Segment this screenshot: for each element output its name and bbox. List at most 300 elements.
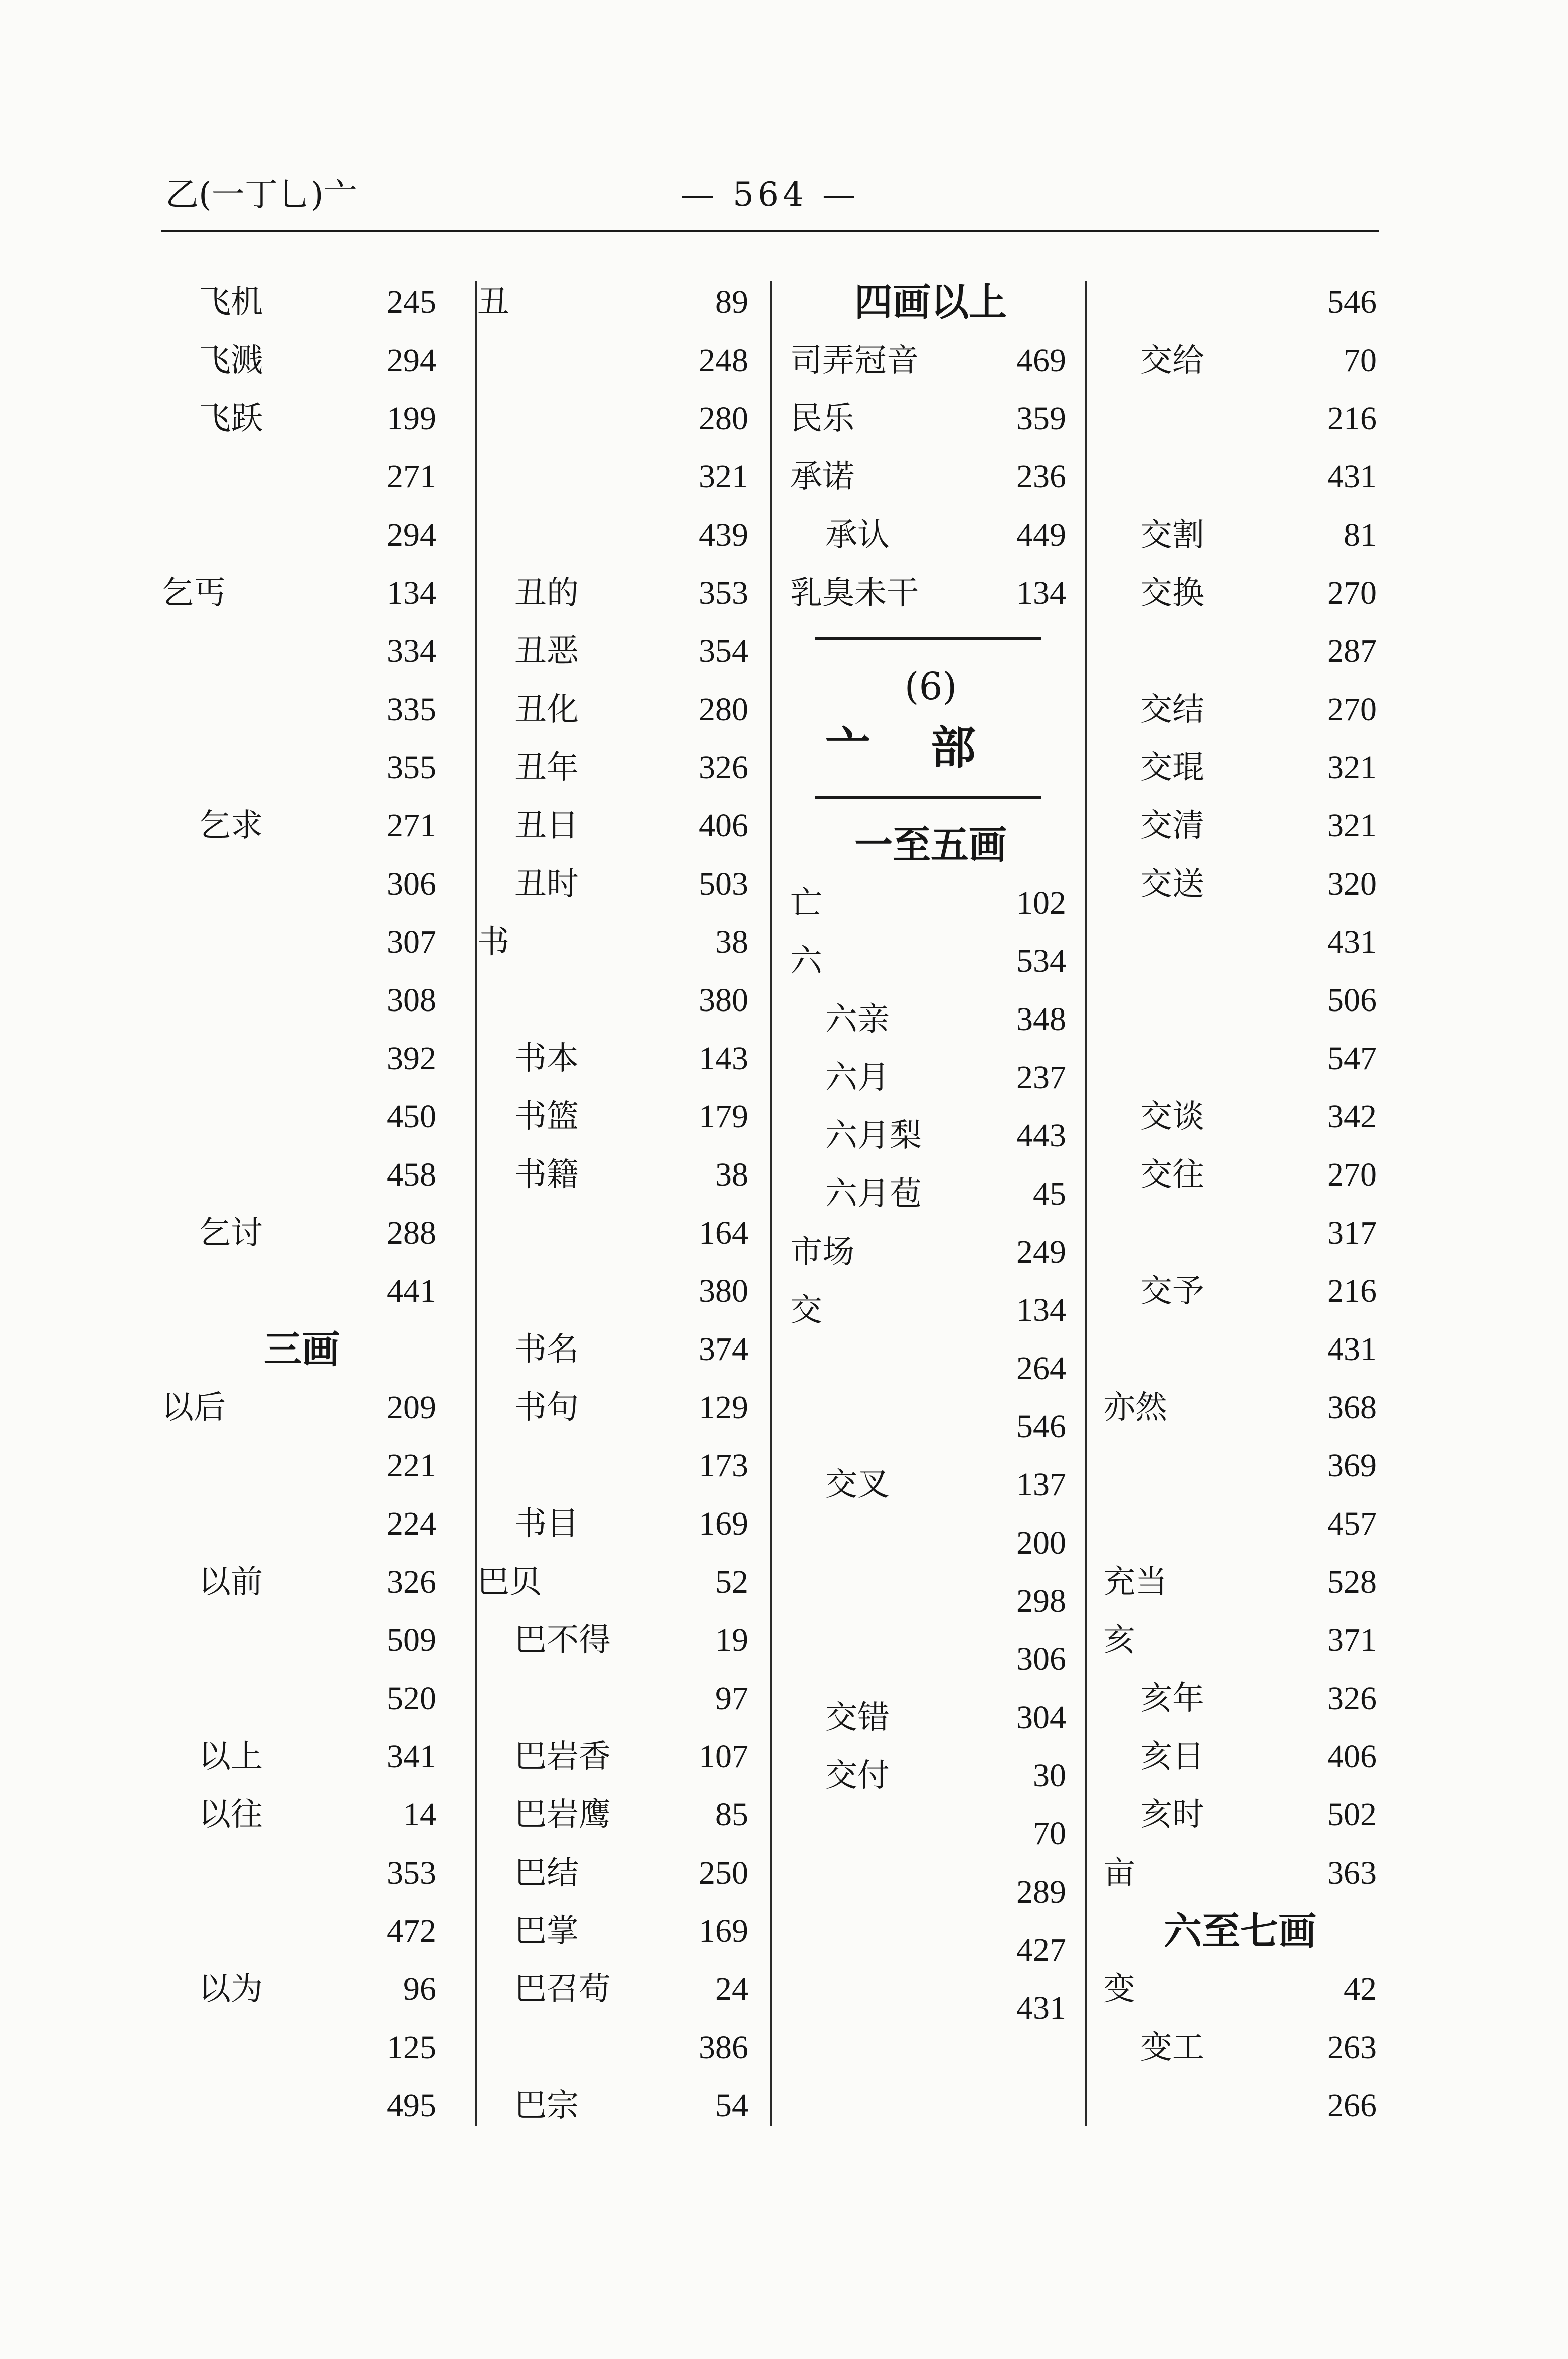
entry-page-number: 306 <box>387 866 436 902</box>
entry-page-number: 134 <box>387 575 436 611</box>
index-entry <box>161 273 442 331</box>
entry-term: 乳臭未干 <box>790 575 919 612</box>
entry-page-number: 199 <box>387 400 436 437</box>
entry-term: 亥时 <box>1140 1796 1204 1833</box>
index-entry <box>1103 1611 1377 1669</box>
index-entry <box>477 797 748 855</box>
entry-page-number: 250 <box>699 1855 748 1891</box>
index-entry <box>477 1786 748 1844</box>
index-entry <box>1103 506 1377 564</box>
index-entry <box>477 2077 748 2135</box>
index-entry <box>161 506 442 564</box>
index-entry <box>790 1921 1071 1979</box>
index-entry <box>790 1979 1071 2038</box>
index-entry <box>477 1553 748 1611</box>
entry-term: 巴岩鹰 <box>514 1796 611 1833</box>
entry-page-number: 143 <box>699 1040 748 1077</box>
index-entry <box>1103 1437 1377 1495</box>
index-entry <box>1103 739 1377 797</box>
entry-page-number: 245 <box>387 284 436 320</box>
entry-term: 承诺 <box>790 458 854 495</box>
entry-page-number: 216 <box>1327 400 1377 437</box>
index-entry <box>790 1689 1071 1747</box>
entry-page-number: 102 <box>1016 885 1066 921</box>
index-entry <box>161 913 442 971</box>
index-entry <box>477 1902 748 1960</box>
index-entry <box>1103 1553 1377 1611</box>
entry-page-number: 334 <box>387 633 436 669</box>
index-entry <box>161 1669 442 1728</box>
column-divider <box>1085 281 1087 2126</box>
entry-page-number: 137 <box>1016 1466 1066 1503</box>
header-radicals: 乙(一丁乚)亠 <box>165 175 357 214</box>
entry-term: 飞机 <box>199 284 263 321</box>
index-entry <box>477 1030 748 1088</box>
entry-page-number: 502 <box>1327 1796 1377 1833</box>
radical-number: (6) <box>904 665 957 708</box>
index-entry <box>1103 1786 1377 1844</box>
entry-term: 交叉 <box>825 1466 890 1503</box>
entry-term: 巴结 <box>514 1855 579 1892</box>
entry-page-number: 298 <box>1016 1583 1066 1619</box>
index-entry <box>790 1863 1071 1921</box>
entry-page-number: 509 <box>387 1622 436 1658</box>
entry-page-number: 348 <box>1016 1001 1066 1038</box>
entry-page-number: 431 <box>1327 458 1377 495</box>
entry-term: 亥日 <box>1140 1738 1204 1775</box>
entry-page-number: 85 <box>715 1796 748 1833</box>
index-entry <box>161 1553 442 1611</box>
index-entry <box>790 1049 1071 1107</box>
index-entry <box>161 739 442 797</box>
entry-term: 交 <box>790 1292 822 1329</box>
entry-term: 亡 <box>790 885 822 922</box>
entry-term: 交清 <box>1140 807 1204 845</box>
entry-page-number: 306 <box>1016 1641 1066 1677</box>
entry-page-number: 506 <box>1327 982 1377 1019</box>
index-entry <box>790 990 1071 1049</box>
entry-term: 充当 <box>1103 1564 1167 1601</box>
entry-term: 承认 <box>825 517 890 554</box>
entry-page-number: 321 <box>1327 749 1377 786</box>
entry-page-number: 353 <box>699 575 748 611</box>
entry-term: 书句 <box>514 1389 579 1426</box>
entry-page-number: 386 <box>699 2029 748 2066</box>
entry-term: 丑 <box>477 284 509 321</box>
index-entry <box>161 1960 442 2018</box>
entry-page-number: 221 <box>387 1447 436 1484</box>
index-entry <box>1103 1960 1377 2018</box>
entry-page-number: 271 <box>387 458 436 495</box>
entry-page-number: 469 <box>1016 342 1066 379</box>
entry-page-number: 179 <box>699 1098 748 1135</box>
index-entry <box>790 564 1071 622</box>
index-entry <box>477 1379 748 1437</box>
entry-page-number: 457 <box>1327 1505 1377 1542</box>
entry-page-number: 431 <box>1327 1331 1377 1368</box>
entry-page-number: 449 <box>1016 517 1066 553</box>
index-entry <box>161 681 442 739</box>
entry-term: 亥年 <box>1140 1680 1204 1717</box>
entry-page-number: 369 <box>1327 1447 1377 1484</box>
index-entry <box>161 2018 442 2077</box>
entry-term: 以为 <box>199 1971 263 2008</box>
entry-page-number: 216 <box>1327 1273 1377 1309</box>
index-entry <box>1103 390 1377 448</box>
entry-page-number: 431 <box>1327 924 1377 960</box>
entry-page-number: 70 <box>1344 342 1377 379</box>
entry-term: 飞跃 <box>199 400 263 437</box>
entry-page-number: 173 <box>699 1447 748 1484</box>
entry-page-number: 19 <box>715 1622 748 1658</box>
index-entry <box>1103 564 1377 622</box>
index-entry <box>477 564 748 622</box>
entry-page-number: 81 <box>1344 517 1377 553</box>
entry-term: 交谈 <box>1140 1098 1204 1135</box>
index-entry <box>161 448 442 506</box>
entry-term: 书名 <box>514 1331 579 1368</box>
index-entry <box>477 506 748 564</box>
index-entry <box>161 564 442 622</box>
entry-term: 巴掌 <box>514 1913 579 1950</box>
index-entry <box>477 681 748 739</box>
entry-term: 六月 <box>825 1059 890 1096</box>
index-entry <box>1103 1728 1377 1786</box>
index-entry <box>1103 2018 1377 2077</box>
index-entry <box>1103 1088 1377 1146</box>
entry-term: 交送 <box>1140 866 1204 903</box>
entry-page-number: 224 <box>387 1505 436 1542</box>
entry-page-number: 164 <box>699 1215 748 1251</box>
index-entry <box>790 1805 1071 1863</box>
index-entry <box>477 1495 748 1553</box>
entry-page-number: 431 <box>1016 1990 1066 2027</box>
entry-page-number: 547 <box>1327 1040 1377 1077</box>
index-entry <box>161 797 442 855</box>
entry-page-number: 271 <box>387 807 436 844</box>
section-rule <box>815 637 1041 640</box>
entry-page-number: 97 <box>715 1680 748 1717</box>
entry-term: 交给 <box>1140 342 1204 379</box>
entry-term: 丑年 <box>514 749 579 786</box>
index-entry <box>161 1146 442 1204</box>
stroke-count-heading: 四画以上 <box>854 280 1007 324</box>
index-entry <box>1103 1379 1377 1437</box>
entry-term: 乞讨 <box>199 1215 263 1252</box>
index-entry <box>477 273 748 331</box>
index-entry <box>161 622 442 681</box>
entry-page-number: 288 <box>387 1215 436 1251</box>
index-entry <box>1103 273 1377 331</box>
entry-page-number: 441 <box>387 1273 436 1309</box>
index-entry <box>161 331 442 390</box>
index-entry <box>790 874 1071 932</box>
entry-term: 巴宗 <box>514 2087 579 2124</box>
entry-page-number: 169 <box>699 1913 748 1949</box>
entry-term: 丑恶 <box>514 633 579 670</box>
entry-page-number: 534 <box>1016 943 1066 979</box>
entry-page-number: 320 <box>1327 866 1377 902</box>
index-entry <box>477 1960 748 2018</box>
entry-page-number: 321 <box>1327 807 1377 844</box>
entry-page-number: 321 <box>699 458 748 495</box>
entry-term: 亦然 <box>1103 1389 1167 1426</box>
entry-term: 市场 <box>790 1234 854 1271</box>
index-entry <box>161 855 442 913</box>
entry-term: 丑的 <box>514 575 579 612</box>
index-entry <box>161 1088 442 1146</box>
index-entry <box>790 1456 1071 1514</box>
entry-term: 六月苞 <box>825 1175 922 1213</box>
entry-page-number: 304 <box>1016 1699 1066 1736</box>
index-entry <box>790 1747 1071 1805</box>
index-entry <box>1103 1495 1377 1553</box>
index-entry <box>477 913 748 971</box>
entry-page-number: 96 <box>403 1971 436 2007</box>
entry-term: 交往 <box>1140 1156 1204 1194</box>
entry-page-number: 546 <box>1327 284 1377 320</box>
entry-term: 书籍 <box>514 1156 579 1194</box>
index-entry <box>477 1437 748 1495</box>
entry-page-number: 54 <box>715 2087 748 2124</box>
entry-page-number: 495 <box>387 2087 436 2124</box>
index-entry <box>1103 797 1377 855</box>
index-entry <box>1103 1844 1377 1902</box>
index-entry <box>790 1165 1071 1223</box>
entry-page-number: 326 <box>387 1564 436 1600</box>
index-entry <box>790 390 1071 448</box>
index-entry <box>477 2018 748 2077</box>
entry-page-number: 24 <box>715 1971 748 2007</box>
index-entry <box>161 1495 442 1553</box>
index-entry <box>1103 622 1377 681</box>
entry-term: 交错 <box>825 1699 890 1736</box>
entry-page-number: 520 <box>387 1680 436 1717</box>
index-entry <box>477 622 748 681</box>
index-entry <box>1103 913 1377 971</box>
entry-page-number: 326 <box>699 749 748 786</box>
entry-page-number: 363 <box>1327 1855 1377 1891</box>
entry-page-number: 264 <box>1016 1350 1066 1387</box>
entry-term: 乞丐 <box>161 575 226 612</box>
index-entry <box>477 1611 748 1669</box>
entry-page-number: 354 <box>699 633 748 669</box>
entry-page-number: 342 <box>1327 1098 1377 1135</box>
index-entry <box>477 739 748 797</box>
entry-page-number: 200 <box>1016 1525 1066 1561</box>
stroke-count-heading: 一至五画 <box>854 822 1007 867</box>
entry-page-number: 307 <box>387 924 436 960</box>
entry-page-number: 317 <box>1327 1215 1377 1251</box>
index-entry <box>161 390 442 448</box>
entry-page-number: 266 <box>1327 2087 1377 2124</box>
entry-term: 乞求 <box>199 807 263 845</box>
entry-term: 交琨 <box>1140 749 1204 786</box>
index-entry <box>1103 1262 1377 1320</box>
entry-page-number: 129 <box>699 1389 748 1426</box>
entry-page-number: 209 <box>387 1389 436 1426</box>
entry-term: 交结 <box>1140 691 1204 728</box>
entry-page-number: 308 <box>387 982 436 1019</box>
entry-page-number: 289 <box>1016 1874 1066 1910</box>
index-entry <box>477 331 748 390</box>
index-entry <box>790 331 1071 390</box>
entry-term: 以后 <box>161 1389 226 1426</box>
index-entry <box>161 1262 442 1320</box>
entry-page-number: 368 <box>1327 1389 1377 1426</box>
entry-page-number: 371 <box>1327 1622 1377 1658</box>
index-entry <box>790 506 1071 564</box>
entry-page-number: 125 <box>387 2029 436 2066</box>
entry-term: 巴不得 <box>514 1622 611 1659</box>
entry-page-number: 439 <box>699 517 748 553</box>
index-entry <box>1103 448 1377 506</box>
index-entry <box>1103 1146 1377 1204</box>
entry-page-number: 38 <box>715 924 748 960</box>
entry-term: 以前 <box>199 1564 263 1601</box>
entry-term: 司弄冠音 <box>790 342 919 379</box>
index-entry <box>161 1379 442 1437</box>
entry-page-number: 374 <box>699 1331 748 1368</box>
index-entry <box>790 1398 1071 1456</box>
index-entry <box>161 971 442 1030</box>
index-entry <box>161 1030 442 1088</box>
entry-page-number: 335 <box>387 691 436 728</box>
entry-term: 六月梨 <box>825 1117 922 1154</box>
index-entry <box>161 1844 442 1902</box>
entry-page-number: 270 <box>1327 691 1377 728</box>
entry-page-number: 406 <box>1327 1738 1377 1775</box>
entry-page-number: 236 <box>1016 458 1066 495</box>
entry-term: 民乐 <box>790 400 854 437</box>
entry-page-number: 134 <box>1016 575 1066 611</box>
index-entry <box>477 971 748 1030</box>
index-entry <box>477 1262 748 1320</box>
entry-page-number: 341 <box>387 1738 436 1775</box>
index-entry <box>161 1902 442 1960</box>
entry-term: 丑时 <box>514 866 579 903</box>
entry-page-number: 294 <box>387 342 436 379</box>
radical-heading: 亠部 <box>825 722 1036 774</box>
index-entry <box>790 1223 1071 1281</box>
entry-page-number: 380 <box>699 982 748 1019</box>
index-entry <box>161 1204 442 1262</box>
entry-page-number: 472 <box>387 1913 436 1949</box>
entry-page-number: 249 <box>1016 1234 1066 1270</box>
index-entry <box>477 1204 748 1262</box>
entry-page-number: 237 <box>1016 1059 1066 1096</box>
entry-page-number: 392 <box>387 1040 436 1077</box>
index-entry <box>790 1107 1071 1165</box>
entry-term: 交割 <box>1140 517 1204 554</box>
entry-term: 书篮 <box>514 1098 579 1135</box>
header-rule <box>161 230 1379 232</box>
index-entry <box>790 932 1071 990</box>
page-number: — 564 — <box>681 175 859 214</box>
stroke-count-heading: 三画 <box>264 1327 340 1372</box>
entry-term: 以上 <box>199 1738 263 1775</box>
entry-page-number: 45 <box>1033 1175 1066 1212</box>
entry-page-number: 30 <box>1033 1757 1066 1794</box>
entry-page-number: 248 <box>699 342 748 379</box>
entry-page-number: 294 <box>387 517 436 553</box>
entry-page-number: 89 <box>715 284 748 320</box>
entry-term: 六亲 <box>825 1001 890 1038</box>
entry-page-number: 280 <box>699 400 748 437</box>
entry-term: 交付 <box>825 1757 890 1794</box>
index-entry <box>477 1728 748 1786</box>
index-entry <box>790 1281 1071 1339</box>
entry-page-number: 287 <box>1327 633 1377 669</box>
index-entry <box>1103 1320 1377 1379</box>
stroke-count-heading: 六至七画 <box>1164 1909 1316 1953</box>
entry-term: 飞溅 <box>199 342 263 379</box>
index-entry <box>161 1611 442 1669</box>
index-entry <box>477 1844 748 1902</box>
index-entry <box>161 1437 442 1495</box>
index-entry <box>790 1514 1071 1572</box>
index-entry <box>161 1728 442 1786</box>
entry-term: 交予 <box>1140 1273 1204 1310</box>
entry-page-number: 353 <box>387 1855 436 1891</box>
column-divider <box>770 281 772 2126</box>
entry-page-number: 42 <box>1344 1971 1377 2007</box>
index-entry <box>477 1320 748 1379</box>
entry-page-number: 270 <box>1327 575 1377 611</box>
entry-page-number: 503 <box>699 866 748 902</box>
entry-page-number: 52 <box>715 1564 748 1600</box>
entry-term: 书本 <box>514 1040 579 1077</box>
index-entry <box>1103 971 1377 1030</box>
entry-term: 巴岩香 <box>514 1738 611 1775</box>
entry-page-number: 355 <box>387 749 436 786</box>
entry-page-number: 450 <box>387 1098 436 1135</box>
entry-page-number: 263 <box>1327 2029 1377 2066</box>
entry-page-number: 380 <box>699 1273 748 1309</box>
index-entry <box>1103 1669 1377 1728</box>
index-entry <box>161 2077 442 2135</box>
entry-page-number: 38 <box>715 1156 748 1193</box>
index-entry <box>1103 855 1377 913</box>
entry-term: 亥 <box>1103 1622 1135 1659</box>
index-entry <box>790 448 1071 506</box>
entry-page-number: 134 <box>1016 1292 1066 1328</box>
entry-page-number: 443 <box>1016 1117 1066 1154</box>
entry-page-number: 427 <box>1016 1932 1066 1968</box>
entry-page-number: 546 <box>1016 1408 1066 1445</box>
index-entry <box>790 1339 1071 1398</box>
entry-term: 丑日 <box>514 807 579 845</box>
entry-term: 以往 <box>199 1796 263 1833</box>
index-entry <box>790 1572 1071 1630</box>
entry-term: 巴召苟 <box>514 1971 611 2008</box>
index-entry <box>790 1630 1071 1689</box>
entry-page-number: 107 <box>699 1738 748 1775</box>
entry-term: 变 <box>1103 1971 1135 2008</box>
index-entry <box>161 1786 442 1844</box>
section-rule <box>815 796 1041 799</box>
entry-term: 书 <box>477 924 509 961</box>
entry-page-number: 458 <box>387 1156 436 1193</box>
entry-term: 交换 <box>1140 575 1204 612</box>
index-entry <box>477 390 748 448</box>
entry-page-number: 169 <box>699 1505 748 1542</box>
index-entry <box>477 855 748 913</box>
index-entry <box>1103 1204 1377 1262</box>
entry-page-number: 280 <box>699 691 748 728</box>
entry-term: 巴贝 <box>477 1564 542 1601</box>
entry-page-number: 70 <box>1033 1815 1066 1852</box>
